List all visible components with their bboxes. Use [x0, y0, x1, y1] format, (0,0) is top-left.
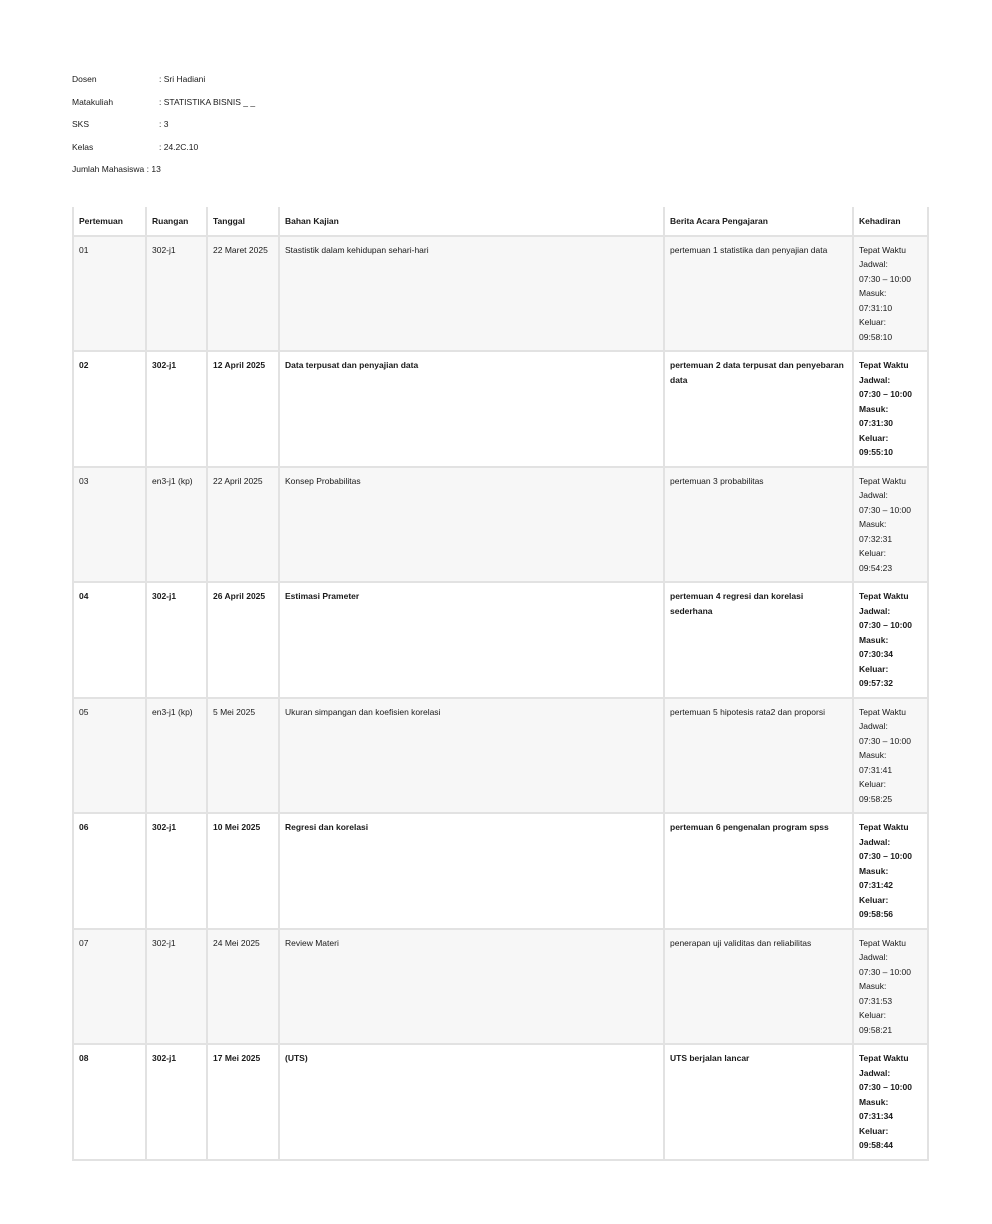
header-pertemuan: Pertemuan	[73, 207, 146, 236]
info-value: : Sri Hadiani	[159, 74, 206, 84]
attendance-keluar: 09:55:10	[859, 447, 894, 457]
attendance-masuk: 07:31:41	[859, 764, 893, 775]
attendance-keluar-label: Keluar:	[859, 894, 889, 905]
attendance-keluar-label: Keluar:	[859, 432, 889, 443]
attendance-jadwal: 07:30 – 10:00	[859, 1082, 912, 1092]
cell-berita-acara: pertemuan 1 statistika dan penyajian data	[664, 236, 853, 352]
cell-ruangan: en3-j1 (kp)	[146, 698, 207, 814]
attendance-status: Tepat Waktu	[859, 591, 909, 601]
attendance-masuk: 07:30:34	[859, 649, 894, 659]
header-bahan-kajian: Bahan Kajian	[279, 207, 664, 236]
attendance-jadwal: 07:30 – 10:00	[859, 620, 912, 630]
attendance-keluar-label: Keluar:	[859, 548, 886, 558]
cell-tanggal: 24 Mei 2025	[207, 929, 279, 1045]
info-row-matakuliah	[72, 91, 472, 114]
attendance-masuk: 07:31:53	[859, 995, 893, 1006]
table-row	[73, 1044, 928, 1160]
attendance-masuk: 07:31:34	[859, 1111, 894, 1121]
table-row	[73, 582, 928, 698]
cell-berita-acara: pertemuan 5 hipotesis rata2 dan proporsi	[664, 698, 853, 814]
cell-pertemuan: 03	[73, 467, 146, 583]
attendance-jadwal-label: Jadwal:	[859, 952, 888, 962]
cell-ruangan: 302-j1	[146, 236, 207, 352]
attendance-status: Tepat Waktu	[859, 1053, 909, 1063]
attendance-keluar-label: Keluar:	[859, 1010, 886, 1020]
attendance-keluar: 09:54:23	[859, 562, 893, 573]
info-label: Dosen	[72, 74, 97, 84]
attendance-jadwal-label: Jadwal:	[859, 259, 888, 269]
attendance-keluar-label: Keluar:	[859, 663, 889, 674]
table-row	[73, 467, 928, 583]
attendance-masuk-label: Masuk:	[859, 403, 889, 414]
attendance-status: Tepat Waktu	[859, 360, 909, 370]
info-row-sks	[72, 113, 472, 136]
cell-bahan-kajian: Regresi dan korelasi	[279, 813, 664, 929]
info-value: : 24.2C.10	[159, 141, 199, 152]
attendance-jadwal: 07:30 – 10:00	[859, 966, 911, 977]
cell-ruangan: 302-j1	[146, 582, 207, 698]
attendance-masuk-label: Masuk:	[859, 519, 887, 529]
attendance-masuk-label: Masuk:	[859, 1096, 889, 1107]
info-label: Jumlah Mahasiswa	[72, 164, 145, 175]
cell-tanggal: 22 April 2025	[207, 467, 279, 583]
attendance-keluar: 09:58:56	[859, 909, 894, 919]
attendance-status: Tepat Waktu	[859, 244, 906, 255]
attendance-jadwal-label: Jadwal:	[859, 490, 888, 500]
attendance-jadwal: 07:30 – 10:00	[859, 504, 911, 515]
cell-berita-acara: penerapan uji validitas dan reliabilitas	[664, 929, 853, 1045]
cell-pertemuan: 06	[73, 813, 146, 929]
attendance-masuk-label: Masuk:	[859, 634, 889, 645]
attendance-jadwal-label: Jadwal:	[859, 605, 891, 616]
header-ruangan: Ruangan	[146, 207, 207, 236]
attendance-keluar-label: Keluar:	[859, 317, 886, 327]
cell-ruangan: 302-j1	[146, 351, 207, 467]
table-row	[73, 813, 928, 929]
cell-ruangan: 302-j1	[146, 929, 207, 1045]
attendance-jadwal: 07:30 – 10:00	[859, 273, 911, 284]
attendance-table-container	[72, 207, 927, 1161]
cell-bahan-kajian: Stastistik dalam kehidupan sehari-hari	[279, 236, 664, 352]
attendance-jadwal: 07:30 – 10:00	[859, 851, 912, 861]
cell-ruangan: en3-j1 (kp)	[146, 467, 207, 583]
attendance-jadwal-label: Jadwal:	[859, 721, 888, 731]
cell-kehadiran	[853, 698, 928, 814]
table-row	[73, 351, 928, 467]
attendance-masuk-label: Masuk:	[859, 750, 887, 760]
header-berita-acara: Berita Acara Pengajaran	[664, 207, 853, 236]
cell-kehadiran	[853, 582, 928, 698]
cell-kehadiran	[853, 351, 928, 467]
info-label: Kelas	[72, 141, 94, 152]
cell-pertemuan: 08	[73, 1044, 146, 1160]
attendance-keluar-label: Keluar:	[859, 779, 886, 789]
attendance-keluar: 09:58:44	[859, 1140, 894, 1150]
cell-pertemuan: 02	[73, 351, 146, 467]
header-tanggal: Tanggal	[207, 207, 279, 236]
table-row	[73, 698, 928, 814]
cell-tanggal: 26 April 2025	[207, 582, 279, 698]
cell-berita-acara: pertemuan 6 pengenalan program spss	[664, 813, 853, 929]
table-row	[73, 236, 928, 352]
cell-kehadiran	[853, 236, 928, 352]
attendance-status: Tepat Waktu	[859, 706, 906, 717]
cell-kehadiran	[853, 467, 928, 583]
attendance-keluar: 09:58:21	[859, 1024, 893, 1035]
attendance-jadwal-label: Jadwal:	[859, 1067, 891, 1078]
info-value: : 13	[144, 164, 161, 175]
attendance-status: Tepat Waktu	[859, 822, 909, 832]
attendance-masuk-label: Masuk:	[859, 288, 887, 298]
attendance-table	[72, 207, 929, 1161]
cell-berita-acara: pertemuan 4 regresi dan korelasi sederhana	[664, 582, 853, 698]
attendance-keluar: 09:57:32	[859, 678, 894, 688]
attendance-masuk: 07:32:31	[859, 533, 893, 544]
info-row-dosen	[72, 68, 472, 91]
cell-kehadiran	[853, 1044, 928, 1160]
cell-tanggal: 12 April 2025	[207, 351, 279, 467]
attendance-masuk: 07:31:42	[859, 880, 894, 890]
attendance-masuk-label: Masuk:	[859, 981, 887, 991]
attendance-jadwal-label: Jadwal:	[859, 374, 891, 385]
attendance-keluar-label: Keluar:	[859, 1125, 889, 1136]
info-row-kelas	[72, 136, 472, 159]
cell-tanggal: 10 Mei 2025	[207, 813, 279, 929]
header-kehadiran: Kehadiran	[853, 207, 928, 236]
attendance-masuk: 07:31:30	[859, 418, 894, 428]
cell-berita-acara: pertemuan 3 probabilitas	[664, 467, 853, 583]
attendance-masuk-label: Masuk:	[859, 865, 889, 876]
attendance-masuk: 07:31:10	[859, 302, 893, 313]
cell-tanggal: 17 Mei 2025	[207, 1044, 279, 1160]
attendance-jadwal-label: Jadwal:	[859, 836, 891, 847]
cell-kehadiran	[853, 813, 928, 929]
attendance-jadwal: 07:30 – 10:00	[859, 389, 912, 399]
cell-bahan-kajian: Ukuran simpangan dan koefisien korelasi	[279, 698, 664, 814]
info-value: : STATISTIKA BISNIS _ _	[159, 96, 256, 107]
info-label: SKS	[72, 119, 90, 130]
cell-bahan-kajian: Data terpusat dan penyajian data	[279, 351, 664, 467]
cell-pertemuan: 01	[73, 236, 146, 352]
cell-bahan-kajian: (UTS)	[279, 1044, 664, 1160]
cell-pertemuan: 07	[73, 929, 146, 1045]
cell-ruangan: 302-j1	[146, 1044, 207, 1160]
info-label: Matakuliah	[72, 96, 114, 107]
cell-kehadiran	[853, 929, 928, 1045]
cell-bahan-kajian: Review Materi	[279, 929, 664, 1045]
table-row	[73, 929, 928, 1045]
cell-berita-acara: pertemuan 2 data terpusat dan penyebaran data	[664, 351, 853, 467]
cell-ruangan: 302-j1	[146, 813, 207, 929]
attendance-keluar: 09:58:25	[859, 793, 893, 804]
info-value: : 3	[159, 119, 169, 130]
cell-bahan-kajian: Estimasi Prameter	[279, 582, 664, 698]
course-info	[72, 68, 472, 181]
info-row-jumlah-mahasiswa	[72, 158, 472, 181]
table-header-row	[73, 207, 928, 236]
cell-berita-acara: UTS berjalan lancar	[664, 1044, 853, 1160]
attendance-status: Tepat Waktu	[859, 475, 906, 486]
attendance-keluar: 09:58:10	[859, 331, 893, 342]
attendance-jadwal: 07:30 – 10:00	[859, 735, 911, 746]
attendance-status: Tepat Waktu	[859, 937, 906, 948]
cell-tanggal: 22 Maret 2025	[207, 236, 279, 352]
cell-pertemuan: 05	[73, 698, 146, 814]
cell-tanggal: 5 Mei 2025	[207, 698, 279, 814]
cell-pertemuan: 04	[73, 582, 146, 698]
cell-bahan-kajian: Konsep Probabilitas	[279, 467, 664, 583]
